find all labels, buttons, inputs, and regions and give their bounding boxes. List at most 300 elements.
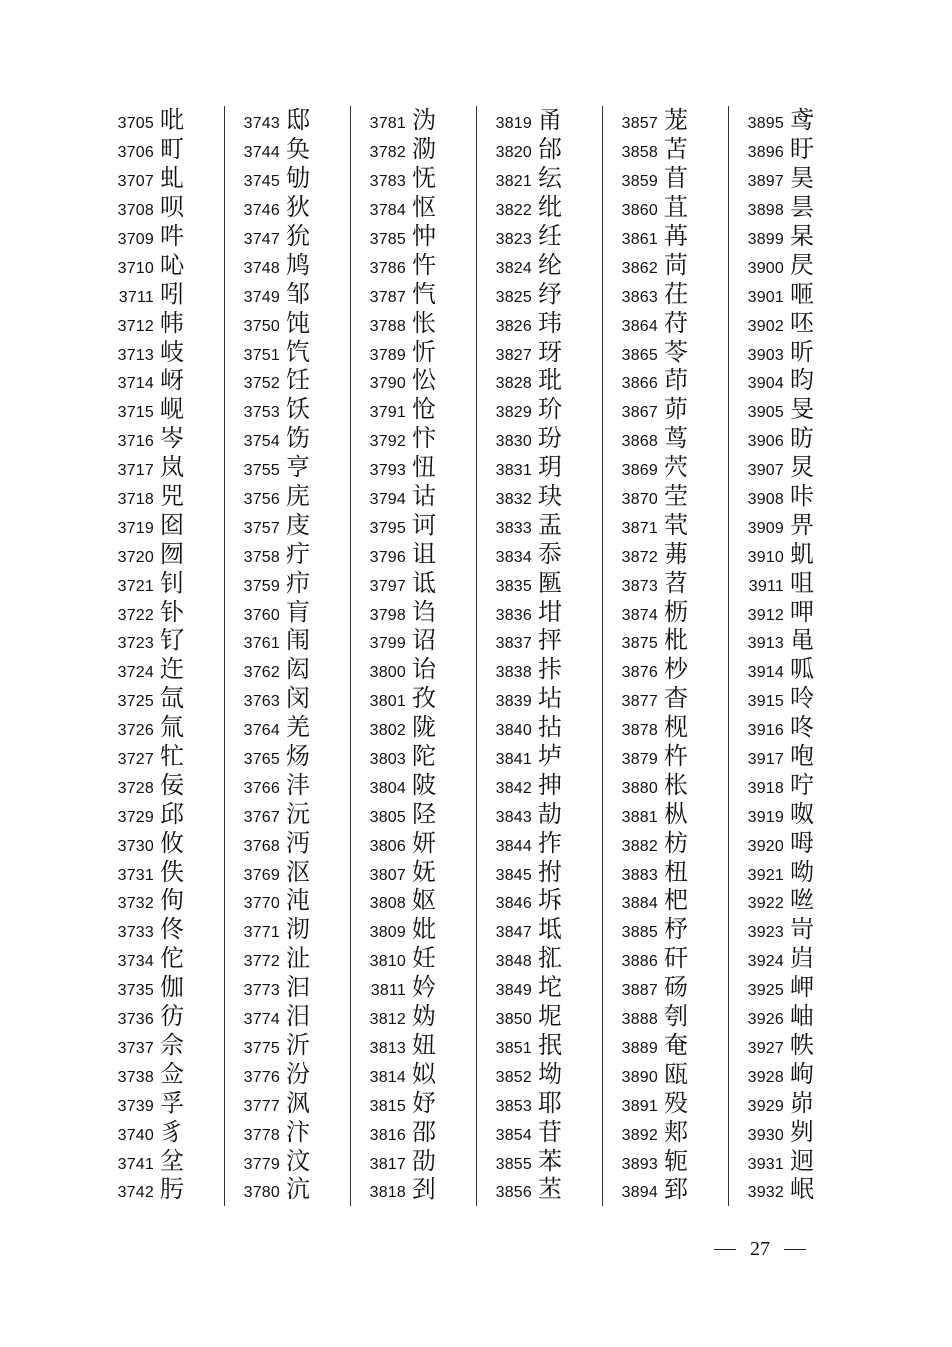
entry-character: 茕: [664, 510, 688, 539]
entry-number: 3780: [243, 1184, 280, 1202]
entry-number: 3824: [495, 259, 532, 277]
entry-character: 钊: [160, 568, 184, 597]
entry-character: 岢: [790, 915, 814, 944]
entry-character: 咛: [790, 770, 814, 799]
entry-character: 饬: [286, 424, 310, 453]
character-entry: [230, 193, 350, 222]
entry-number: 3882: [621, 837, 658, 855]
entry-character: 町: [160, 135, 184, 164]
entry-number: 3796: [369, 548, 406, 566]
entry-character: 昀: [790, 366, 814, 395]
entry-number: 3723: [117, 635, 154, 653]
entry-number: 3742: [117, 1184, 154, 1202]
entry-character: 耶: [538, 1088, 562, 1117]
character-entry: [482, 713, 602, 742]
entry-number: 3909: [747, 519, 784, 537]
character-entry: [608, 713, 728, 742]
character-entry: [230, 713, 350, 742]
entry-number: 3768: [243, 837, 280, 855]
entry-number: 3774: [243, 1011, 280, 1029]
entry-number: 3855: [495, 1155, 532, 1173]
entry-character: 呸: [790, 308, 814, 337]
character-entry: [608, 973, 728, 1002]
entry-character: 枞: [664, 799, 688, 828]
entry-character: 劬: [286, 164, 310, 193]
entry-number: 3832: [495, 491, 532, 509]
entry-character: 囫: [160, 539, 184, 568]
entry-number: 3927: [747, 1039, 784, 1057]
entry-character: 饨: [286, 308, 310, 337]
character-entry: [230, 597, 350, 626]
entry-character: 杻: [664, 857, 688, 886]
character-entry: [230, 1002, 350, 1031]
entry-number: 3894: [621, 1184, 658, 1202]
character-entry: [104, 597, 224, 626]
entry-number: 3799: [369, 635, 406, 653]
entry-character: 陇: [412, 713, 436, 742]
entry-character: 呤: [790, 684, 814, 713]
character-entry: [230, 135, 350, 164]
character-entry: [104, 337, 224, 366]
entry-character: 忝: [538, 539, 562, 568]
character-entry: [482, 684, 602, 713]
entry-character: 咆: [790, 742, 814, 771]
entry-character: 佥: [160, 1059, 184, 1088]
entry-character: 呗: [160, 193, 184, 222]
character-entry: [104, 1031, 224, 1060]
entry-character: 汩: [286, 973, 310, 1002]
character-entry: [356, 973, 476, 1002]
entry-number: 3838: [495, 664, 532, 682]
entry-number: 3880: [621, 779, 658, 797]
entry-character: 孜: [412, 684, 436, 713]
entry-number: 3746: [243, 202, 280, 220]
entry-character: 沩: [412, 106, 436, 135]
entry-number: 3837: [495, 635, 532, 653]
entry-character: 汶: [286, 1146, 310, 1175]
character-entry: [482, 1088, 602, 1117]
entry-character: 岬: [790, 973, 814, 1002]
character-entry: [608, 250, 728, 279]
entry-character: 呷: [790, 597, 814, 626]
character-entry: [734, 655, 854, 684]
entry-character: 汨: [286, 1002, 310, 1031]
character-entry: [482, 279, 602, 308]
character-entry: [356, 539, 476, 568]
entry-number: 3828: [495, 375, 532, 393]
character-entry: [104, 828, 224, 857]
character-entry: [104, 510, 224, 539]
entry-number: 3731: [117, 866, 154, 884]
entry-number: 3745: [243, 173, 280, 191]
entry-character: 邰: [538, 135, 562, 164]
character-entry: [104, 482, 224, 511]
entry-character: 狁: [286, 222, 310, 250]
table-column: [230, 106, 351, 1206]
entry-character: 茆: [664, 395, 688, 424]
character-entry: [482, 482, 602, 511]
entry-number: 3814: [369, 1068, 406, 1086]
character-entry: [356, 597, 476, 626]
entry-character: 咀: [790, 568, 814, 597]
character-entry: [104, 655, 224, 684]
entry-number: 3908: [747, 491, 784, 509]
entry-number: 3789: [369, 346, 406, 364]
entry-number: 3904: [747, 375, 784, 393]
entry-number: 3755: [243, 462, 280, 480]
character-entry: [734, 164, 854, 193]
entry-character: 怄: [412, 193, 436, 222]
entry-character: 沅: [286, 799, 310, 828]
entry-character: 亨: [286, 453, 310, 482]
table-column: [482, 106, 603, 1206]
entry-number: 3877: [621, 693, 658, 711]
entry-number: 3732: [117, 895, 154, 913]
entry-number: 3871: [621, 519, 658, 537]
entry-number: 3766: [243, 779, 280, 797]
entry-character: 畀: [790, 510, 814, 539]
entry-character: 佟: [160, 915, 184, 944]
character-entry: [230, 453, 350, 482]
entry-number: 3883: [621, 866, 658, 884]
character-entry: [104, 742, 224, 771]
character-entry: [734, 1088, 854, 1117]
entry-number: 3842: [495, 779, 532, 797]
entry-number: 3776: [243, 1068, 280, 1086]
entry-number: 3928: [747, 1068, 784, 1086]
entry-character: 玠: [538, 395, 562, 424]
entry-number: 3827: [495, 346, 532, 364]
character-entry: [230, 828, 350, 857]
entry-character: 杪: [664, 655, 688, 684]
entry-character: 玭: [538, 366, 562, 395]
entry-number: 3809: [369, 924, 406, 942]
entry-character: 汾: [286, 1059, 310, 1088]
character-entry: [734, 308, 854, 337]
character-entry: [104, 193, 224, 222]
entry-character: 岘: [160, 395, 184, 424]
footer-dash-left: [714, 1249, 736, 1250]
character-entry: [482, 453, 602, 482]
entry-character: 劼: [538, 799, 562, 828]
character-entry: [482, 337, 602, 366]
entry-character: 枋: [664, 828, 688, 857]
entry-number: 3769: [243, 866, 280, 884]
entry-character: 苯: [538, 1146, 562, 1175]
entry-character: 诋: [412, 568, 436, 597]
entry-number: 3876: [621, 664, 658, 682]
entry-number: 3788: [369, 317, 406, 335]
character-entry: [608, 828, 728, 857]
entry-number: 3722: [117, 606, 154, 624]
entry-character: 苜: [664, 164, 688, 193]
character-entry: [356, 308, 476, 337]
entry-character: 庋: [286, 510, 310, 539]
table-column: [104, 106, 225, 1206]
entry-character: 拤: [538, 655, 562, 684]
entry-character: 枥: [664, 597, 688, 626]
character-entry: [482, 395, 602, 424]
entry-character: 吣: [160, 250, 184, 279]
character-entry: [356, 770, 476, 799]
entry-character: 沤: [286, 857, 310, 886]
entry-number: 3916: [747, 722, 784, 740]
character-entry: [734, 1117, 854, 1146]
entry-number: 3817: [369, 1155, 406, 1173]
entry-character: 甬: [538, 106, 562, 135]
character-entry: [734, 973, 854, 1002]
entry-character: 苫: [664, 135, 688, 164]
entry-character: 盱: [790, 135, 814, 164]
entry-character: 妗: [412, 973, 436, 1002]
entry-number: 3787: [369, 288, 406, 306]
entry-character: 帙: [790, 1030, 814, 1059]
character-entry: [482, 222, 602, 251]
page-footer: [700, 1234, 820, 1264]
entry-character: 坻: [538, 915, 562, 944]
entry-character: 羌: [286, 713, 310, 742]
character-entry: [230, 742, 350, 771]
entry-character: 坳: [538, 1059, 562, 1088]
entry-character: 饫: [286, 395, 310, 424]
entry-character: 吡: [160, 106, 184, 135]
entry-character: 岑: [160, 424, 184, 453]
entry-character: 矸: [664, 944, 688, 973]
entry-character: 氚: [160, 713, 184, 742]
character-entry: [230, 279, 350, 308]
entry-character: 彷: [160, 1002, 184, 1031]
entry-character: 呦: [790, 857, 814, 886]
character-entry: [104, 1117, 224, 1146]
entry-character: 坩: [538, 597, 562, 626]
entry-character: 沏: [286, 915, 310, 944]
entry-character: 狄: [286, 193, 310, 222]
entry-number: 3840: [495, 722, 532, 740]
character-entry: [734, 539, 854, 568]
character-entry: [608, 539, 728, 568]
entry-character: 鸢: [790, 106, 814, 135]
entry-character: 忤: [412, 250, 436, 279]
entry-character: 邸: [286, 106, 310, 135]
entry-number: 3748: [243, 259, 280, 277]
character-entry: [356, 1031, 476, 1060]
character-entry: [482, 799, 602, 828]
character-entry: [482, 1002, 602, 1031]
entry-character: 饪: [286, 366, 310, 395]
entry-number: 3724: [117, 664, 154, 682]
entry-number: 3895: [747, 115, 784, 133]
character-entry: [482, 424, 602, 453]
entry-character: 杼: [664, 915, 688, 944]
character-entry: [482, 106, 602, 135]
entry-character: 坫: [538, 684, 562, 713]
entry-number: 3829: [495, 404, 532, 422]
entry-number: 3803: [369, 751, 406, 769]
entry-character: 郅: [664, 1175, 688, 1204]
entry-character: 茓: [664, 453, 688, 482]
character-entry: [734, 1146, 854, 1175]
entry-number: 3834: [495, 548, 532, 566]
entry-character: 坌: [160, 1146, 184, 1175]
entry-number: 3819: [495, 115, 532, 133]
entry-character: 岐: [160, 337, 184, 366]
entry-character: 呣: [790, 828, 814, 857]
character-entry: [356, 366, 476, 395]
entry-character: 盂: [538, 510, 562, 539]
entry-number: 3705: [117, 115, 154, 133]
entry-number: 3867: [621, 404, 658, 422]
entry-character: 玮: [538, 308, 562, 337]
character-entry: [482, 770, 602, 799]
entry-character: 奄: [664, 1030, 688, 1059]
entry-character: 岿: [790, 944, 814, 973]
entry-number: 3913: [747, 635, 784, 653]
entry-number: 3712: [117, 317, 154, 335]
entry-number: 3861: [621, 231, 658, 248]
entry-number: 3753: [243, 404, 280, 422]
character-entry: [104, 973, 224, 1002]
entry-number: 3884: [621, 895, 658, 913]
character-entry: [230, 1031, 350, 1060]
entry-character: 刳: [664, 1002, 688, 1031]
entry-number: 3918: [747, 779, 784, 797]
entry-character: 氙: [160, 684, 184, 713]
entry-character: 沔: [286, 828, 310, 857]
entry-number: 3752: [243, 375, 280, 393]
character-entry: [608, 1059, 728, 1088]
entry-number: 3906: [747, 433, 784, 451]
character-entry: [482, 886, 602, 915]
entry-character: 岚: [160, 453, 184, 482]
character-entry: [356, 482, 476, 511]
character-entry: [482, 1117, 602, 1146]
entry-character: 纾: [538, 279, 562, 308]
entry-number: 3794: [369, 491, 406, 509]
character-entry: [734, 1031, 854, 1060]
entry-character: 岣: [790, 1059, 814, 1088]
entry-number: 3851: [495, 1039, 532, 1057]
entry-number: 3848: [495, 953, 532, 971]
entry-number: 3786: [369, 259, 406, 277]
entry-character: 纴: [538, 222, 562, 250]
character-entry: [608, 742, 728, 771]
character-entry: [356, 626, 476, 655]
entry-number: 3763: [243, 693, 280, 711]
entry-number: 3873: [621, 577, 658, 595]
character-entry: [608, 770, 728, 799]
entry-number: 3911: [748, 577, 784, 595]
entry-character: 抨: [538, 626, 562, 655]
entry-number: 3870: [621, 491, 658, 509]
character-entry: [734, 222, 854, 251]
character-entry: [230, 424, 350, 453]
entry-number: 3888: [621, 1011, 658, 1029]
entry-number: 3823: [495, 231, 532, 248]
entry-number: 3862: [621, 259, 658, 277]
entry-character: 咂: [790, 279, 814, 308]
entry-number: 3865: [621, 346, 658, 364]
entry-number: 3845: [495, 866, 532, 884]
entry-number: 3716: [117, 433, 154, 451]
entry-number: 3718: [117, 491, 154, 509]
entry-number: 3825: [495, 288, 532, 306]
entry-number: 3921: [747, 866, 784, 884]
character-entry: [104, 453, 224, 482]
character-entry: [482, 597, 602, 626]
character-entry: [230, 1146, 350, 1175]
entry-character: 吽: [160, 222, 184, 250]
entry-number: 3815: [369, 1097, 406, 1115]
character-entry: [608, 626, 728, 655]
entry-character: 郏: [664, 1117, 688, 1146]
character-entry: [230, 684, 350, 713]
character-entry: [356, 337, 476, 366]
entry-character: 钌: [160, 626, 184, 655]
entry-character: 诃: [412, 510, 436, 539]
entry-number: 3802: [369, 722, 406, 740]
entry-character: 兕: [160, 482, 184, 511]
character-entry: [230, 1175, 350, 1204]
entry-number: 3899: [747, 231, 784, 248]
entry-character: 茀: [664, 539, 688, 568]
entry-number: 3881: [621, 808, 658, 826]
entry-character: 峁: [790, 1088, 814, 1117]
entry-number: 3726: [117, 722, 154, 740]
entry-number: 3761: [243, 635, 280, 653]
character-entry: [230, 857, 350, 886]
entry-number: 3843: [495, 808, 532, 826]
character-entry: [356, 655, 476, 684]
entry-character: 苴: [664, 193, 688, 222]
character-entry: [482, 193, 602, 222]
entry-number: 3914: [747, 664, 784, 682]
entry-number: 3747: [243, 231, 280, 248]
character-entry: [230, 770, 350, 799]
character-entry: [734, 424, 854, 453]
entry-number: 3923: [747, 924, 784, 942]
character-entry: [356, 799, 476, 828]
entry-number: 3707: [117, 173, 154, 191]
character-entry: [356, 1002, 476, 1031]
character-entry: [104, 1146, 224, 1175]
character-entry: [230, 250, 350, 279]
character-entry: [230, 568, 350, 597]
entry-number: 3854: [495, 1126, 532, 1144]
character-entry: [608, 164, 728, 193]
entry-number: 3737: [117, 1039, 154, 1057]
entry-number: 3725: [117, 693, 154, 711]
character-entry: [734, 395, 854, 424]
entry-character: 苕: [664, 568, 688, 597]
entry-character: 苤: [538, 1175, 562, 1204]
entry-number: 3893: [621, 1155, 658, 1173]
entry-character: 玢: [538, 424, 562, 453]
page-number: 27: [750, 1237, 770, 1260]
entry-character: 忪: [412, 366, 436, 395]
entry-number: 3762: [243, 664, 280, 682]
entry-character: 枧: [664, 713, 688, 742]
character-entry: [230, 395, 350, 424]
character-entry: [734, 250, 854, 279]
entry-character: 玡: [538, 337, 562, 366]
entry-number: 3915: [747, 693, 784, 711]
entry-number: 3932: [747, 1184, 784, 1202]
character-entry: [608, 1117, 728, 1146]
entry-number: 3778: [243, 1126, 280, 1144]
entry-character: 闳: [286, 655, 310, 684]
entry-character: 攸: [160, 828, 184, 857]
entry-character: 闵: [286, 684, 310, 713]
